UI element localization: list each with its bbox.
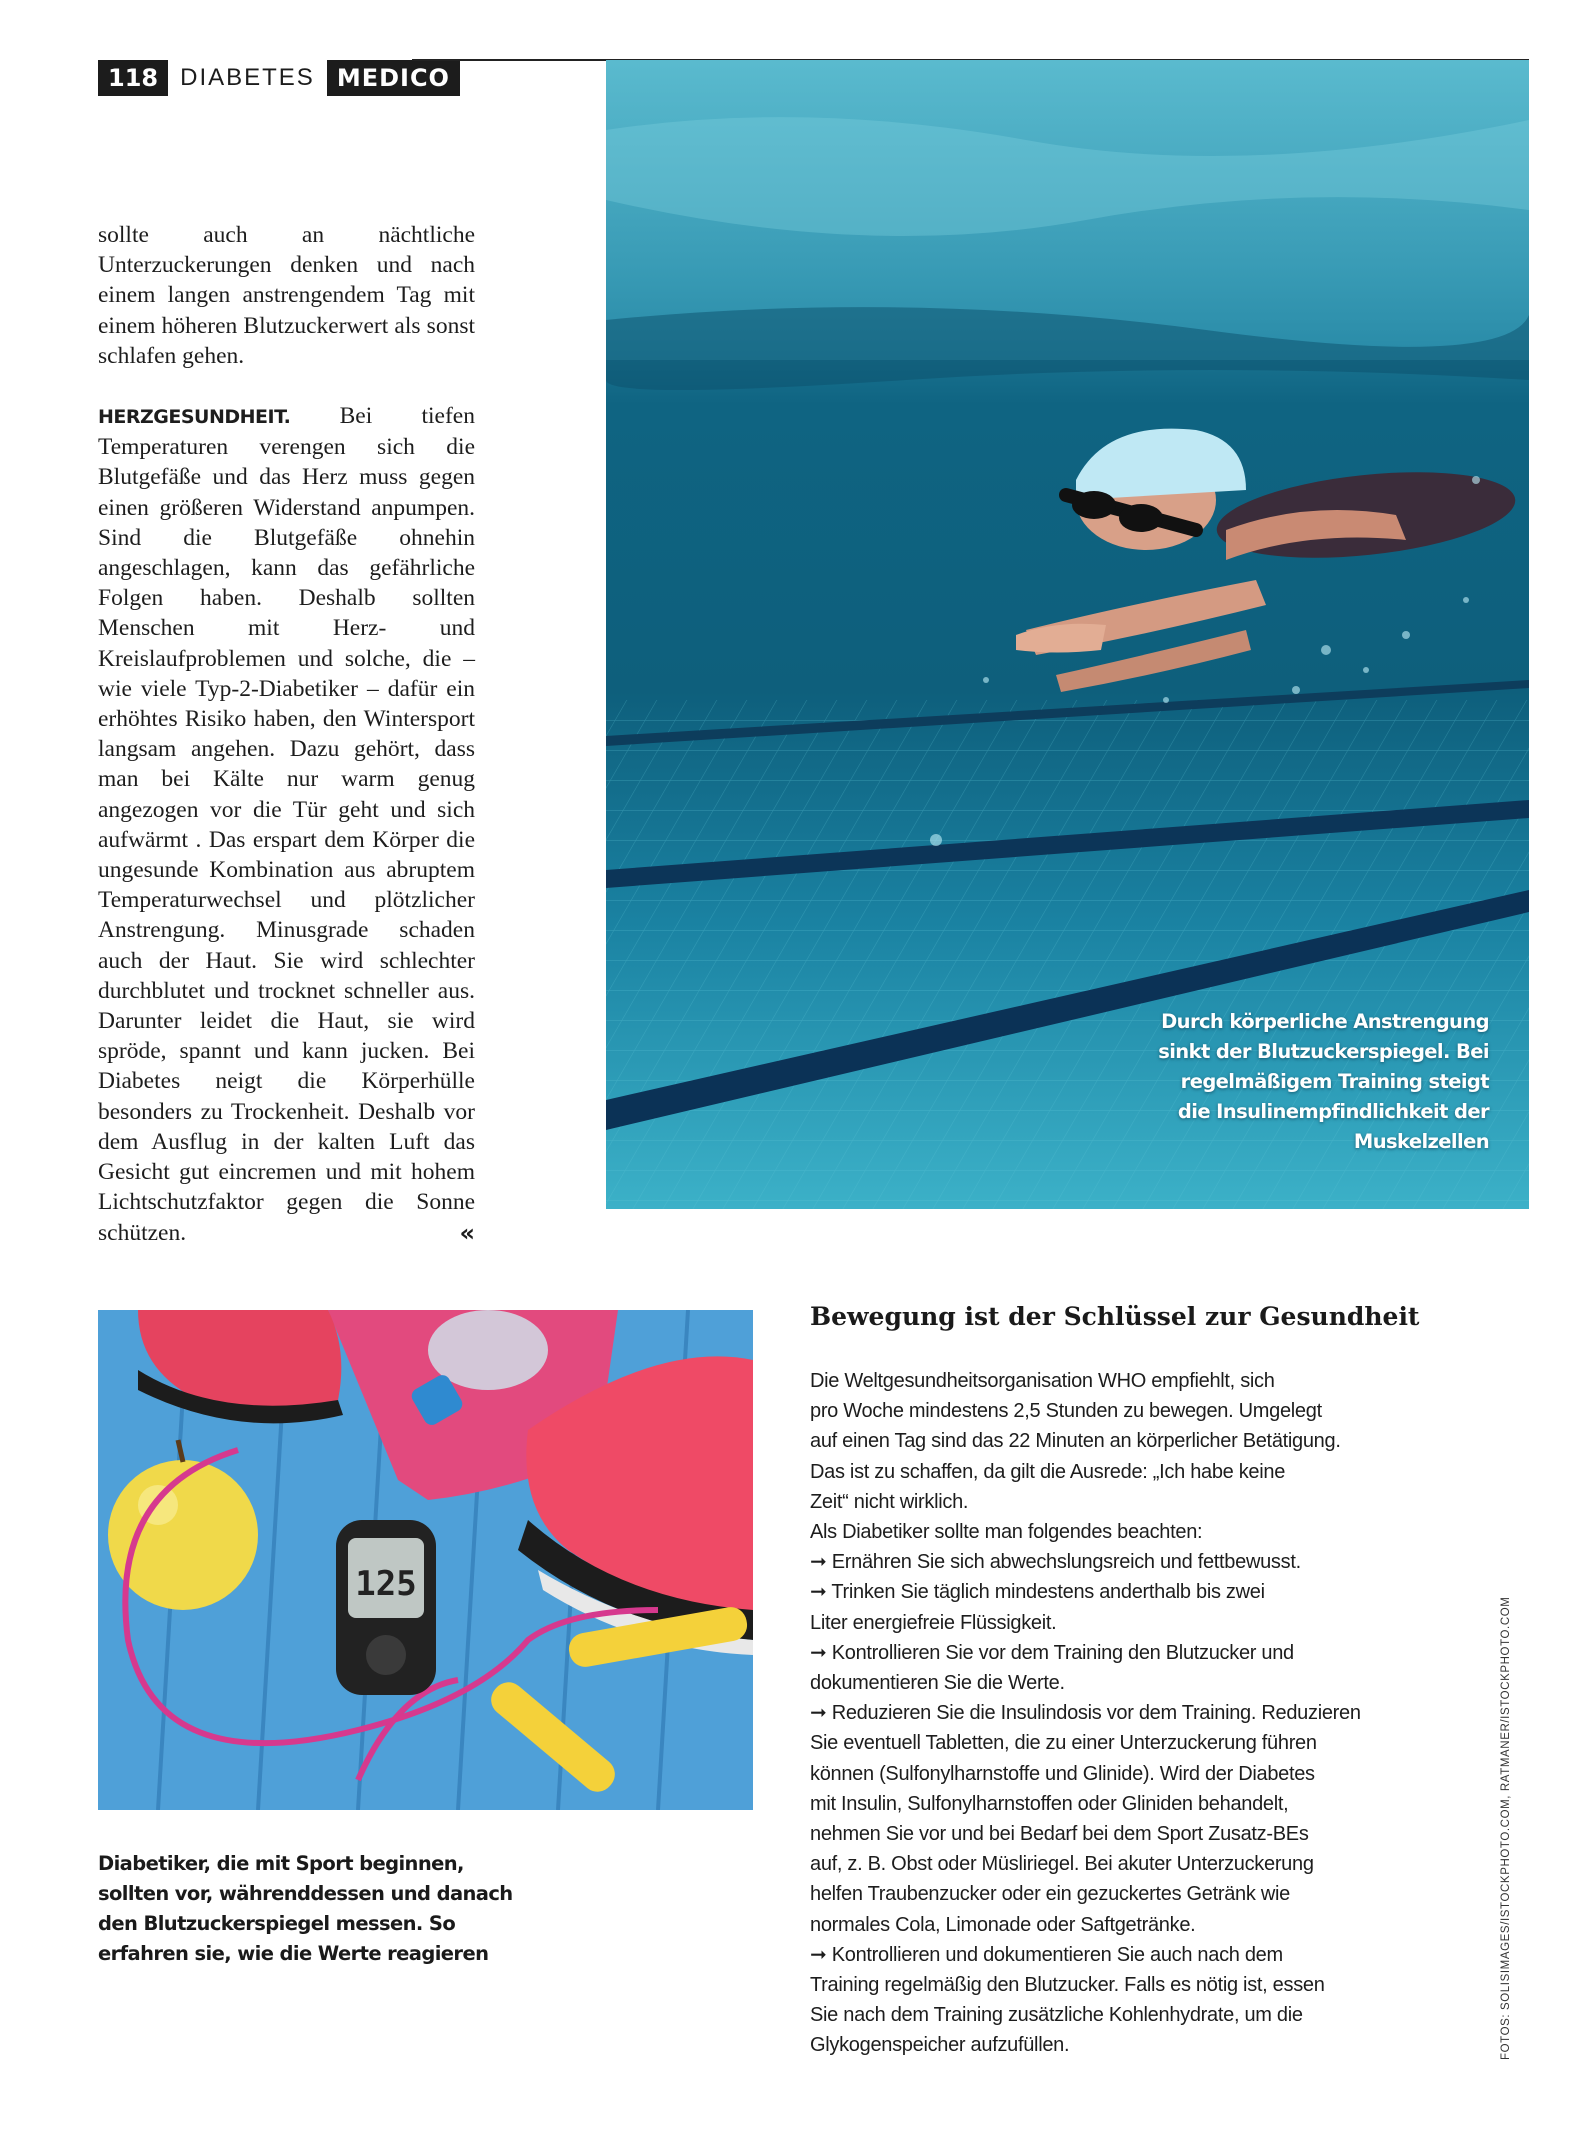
swimmer-photo	[606, 60, 1529, 1209]
info-line: Das ist zu schaffen, da gilt die Ausrede: „Ich habe keine	[810, 1460, 1286, 1483]
info-line: Die Weltgesundheitsorganisation WHO empfiehlt, sich	[810, 1370, 1275, 1392]
info-line: mit Insulin, Sulfonylharnstoffen oder Gliniden behandelt,	[810, 1792, 1289, 1815]
info-line: helfen Traubenzucker oder ein gezuckertes Getränk wie	[810, 1883, 1290, 1906]
info-line: pro Woche mindestens 2,5 Stunden zu bewegen. Umgelegt	[810, 1400, 1322, 1423]
section-label: DIABETES	[180, 64, 315, 91]
meter-reading: 125	[355, 1564, 417, 1604]
info-line: ➞ Ernähren Sie sich abwechslungsreich und fettbewusst.	[810, 1551, 1301, 1574]
fitness-caption: Diabetiker, die mit Sport beginnen, sollten vor, währenddessen und danach den Blutzuckerspiegel messen. So erfahren sie, wie die Werte reagieren	[98, 1852, 513, 1965]
page-header	[98, 60, 460, 96]
info-line: Als Diabetiker sollte man folgendes beachten:	[810, 1521, 1203, 1544]
end-mark: «	[459, 1218, 475, 1247]
info-line: Training regelmäßig den Blutzucker. Falls es nötig ist, essen	[810, 1974, 1325, 1997]
article-paragraph-text: Bei tiefen Temperaturen verengen sich die Blutgefäße und das Herz muss gegen einen größeren Widerstand anpumpen. Sind die Blutgefäße ohnehin angeschlagen, kann das gefährliche Folgen haben. Deshalb sollten Menschen mit Herz- und Kreislaufproblemen und solche, die – wie viele Typ-2-Diabetiker – dafür ein erhöhtes Risiko haben, den Wintersport langsam angehen. Dazu gehört, dass man bei Kälte nur warm genug angezogen vor die Tür geht und sich aufwärmt . Das erspart dem Körper die ungesunde Kombination aus abruptem Temperaturwechsel und plötzlicher Anstrengung. Minusgrade schaden auch der Haut. Sie wird schlechter durchblutet und trocknet schneller aus. Darunter leidet die Haut, sie wird spröde, spannt und kann jucken. Bei Diabetes neigt die Körperhülle besonders zu Trockenheit. Deshalb vor dem Ausflug in der kalten Luft das Gesicht gut eincremen und mit hohem Lichtschutzfaktor gegen die Sonne schützen.	[98, 403, 475, 1246]
fitness-photo	[98, 1310, 753, 1810]
article-paragraph: sollte auch an nächtliche Unterzuckerungen denken und nach einem langen anstrengendem Tag mit einem höheren Blutzuckerwert als sonst schlafen gehen.	[98, 222, 475, 369]
info-line: ➞ Kontrollieren Sie vor dem Training den Blutzucker und	[810, 1641, 1294, 1664]
info-line: auf, z. B. Obst oder Müsliriegel. Bei akuter Unterzuckerung	[810, 1853, 1314, 1876]
info-line: Sie eventuell Tabletten, die zu einer Unterzuckerung führen	[810, 1732, 1317, 1755]
info-line: Glykogenspeicher aufzufüllen.	[810, 2034, 1070, 2057]
info-line: Sie nach dem Training zusätzliche Kohlenhydrate, um die	[810, 2004, 1303, 2027]
info-line: ➞ Reduzieren Sie die Insulindosis vor dem Training. Reduzieren	[810, 1702, 1361, 1725]
info-box-text	[810, 1366, 1370, 2061]
brand-label: MEDICO	[327, 60, 460, 96]
info-line: dokumentieren Sie die Werte.	[810, 1672, 1065, 1695]
swimmer-caption: Durch körperliche Anstrengung sinkt der Blutzuckerspiegel. Bei regelmäßigem Training steigt die Insulinempfindlichkeit der Muskelzellen	[1158, 1010, 1489, 1153]
info-line: nehmen Sie vor und bei Bedarf bei dem Sport Zusatz-BEs	[810, 1823, 1309, 1846]
info-line: Liter energiefreie Flüssigkeit.	[810, 1611, 1057, 1634]
article-paragraph	[98, 401, 475, 1248]
info-line: ➞ Trinken Sie täglich mindestens anderthalb bis zwei	[810, 1581, 1265, 1604]
info-box-title: Bewegung ist der Schlüssel zur Gesundheit	[810, 1302, 1420, 1331]
photo-credit: FOTOS: SOLISIMAGES/ISTOCKPHOTO.COM, RATMANER/ISTOCKPHOTO.COM	[1500, 1596, 1512, 2060]
article-body	[98, 220, 475, 1248]
page-number: 118	[98, 60, 168, 96]
info-line: auf einen Tag sind das 22 Minuten an körperlicher Betätigung.	[810, 1430, 1341, 1453]
info-line: Zeit“ nicht wirklich.	[810, 1490, 969, 1513]
info-line: ➞ Kontrollieren und dokumentieren Sie auch nach dem	[810, 1943, 1283, 1966]
info-line: normales Cola, Limonade oder Saftgetränke.	[810, 1913, 1196, 1936]
info-line: können (Sulfonylharnstoffe und Glinide). Wird der Diabetes	[810, 1762, 1315, 1785]
run-in-heading: HERZGESUNDHEIT.	[98, 406, 291, 429]
